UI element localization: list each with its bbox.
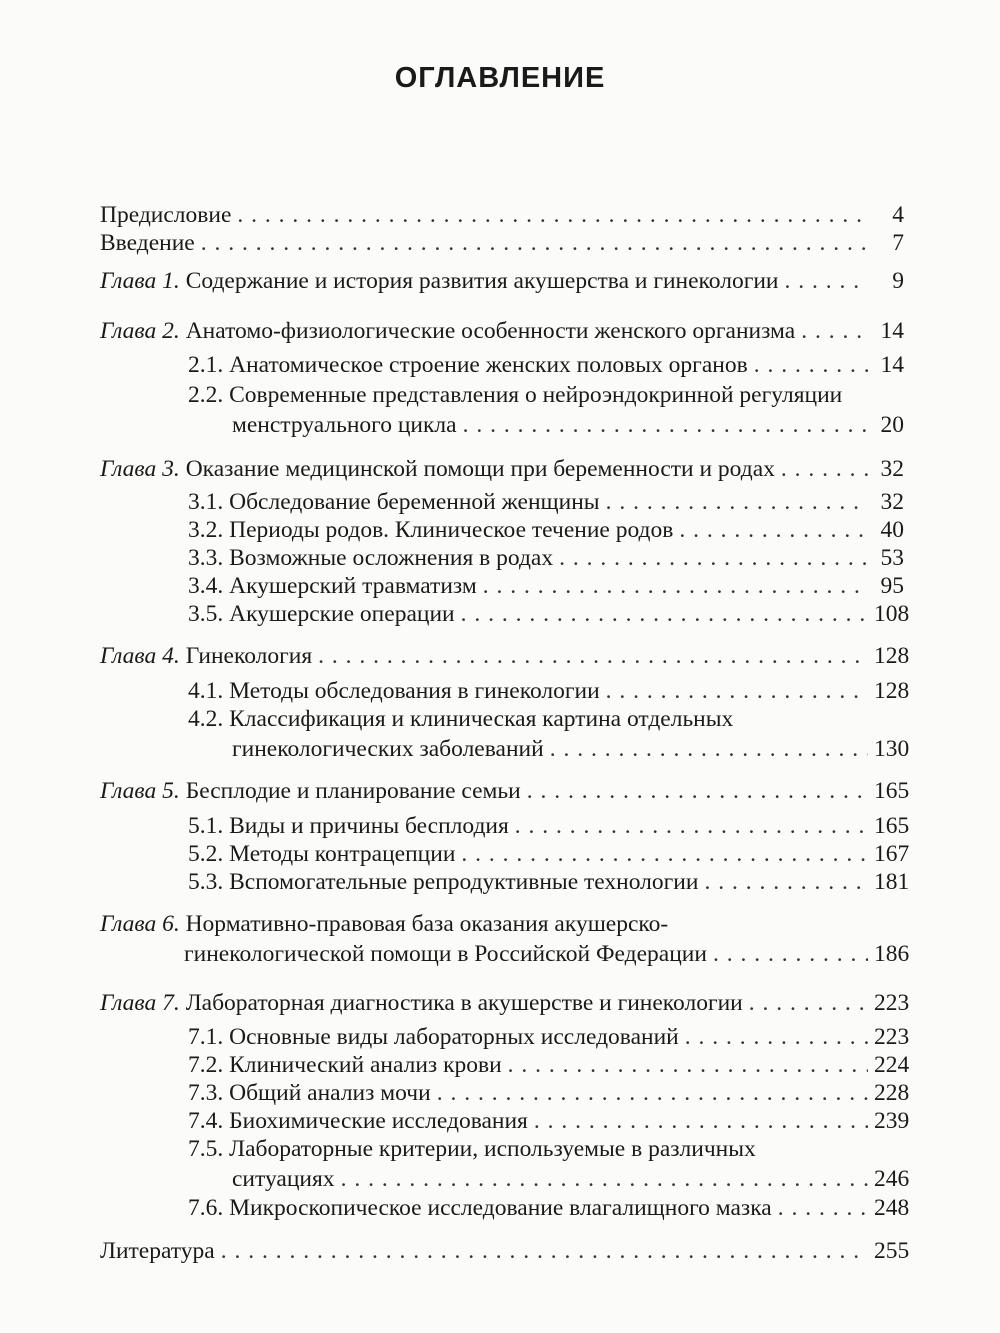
toc-section-entry [188,599,910,629]
toc-entry-page: 32 [880,456,904,482]
dot-leader [437,1078,868,1108]
toc-entry-label: 7.2. Клинический анализ крови [188,1052,502,1078]
chapter-number: Глава 2. [100,318,180,344]
dot-leader [754,350,868,380]
chapter-number: Глава 7. [100,990,180,1016]
toc-section-entry [188,1022,910,1052]
dot-leader [237,200,868,230]
dot-leader [778,1193,868,1223]
dot-leader [527,776,868,806]
toc-entry-page: 128 [874,643,910,669]
dot-leader [341,1164,868,1194]
toc-entry-page: 53 [880,545,904,571]
dot-leader [318,641,868,671]
dot-leader [461,599,868,629]
dot-leader [508,1050,868,1080]
toc-section-label: 2.2. Современные представления о нейроэндокринной регуляции [188,382,843,408]
dot-leader [801,316,868,346]
toc-entry-label: 3.3. Возможные осложнения в родах [188,545,554,571]
toc-entry-page: 32 [880,489,904,515]
dot-leader [704,867,868,897]
toc-entry-label-continued: менструального цикла [232,412,457,438]
toc-entry-page: 14 [880,352,904,378]
chapter-number: Глава 5. [100,778,180,804]
toc-entry-page: 108 [874,601,910,627]
toc-entry-label: Лабораторная диагностика в акушерстве и гинекологии [185,990,743,1016]
toc-entry-label: 4.1. Методы обследования в гинекологии [188,678,600,704]
toc-section-entry [232,410,904,440]
toc-section-entry [188,571,904,601]
toc-section-label: 7.5. Лабораторные критерии, используемые в различных [188,1136,756,1162]
toc-entry-label: 3.1. Обследование беременной женщины [188,489,600,515]
toc-chapter-entry [100,316,904,346]
toc-entry-label: Бесплодие и планирование семьи [185,778,521,804]
toc-chapter-entry [100,454,904,484]
chapter-number: Глава 3. [100,456,180,482]
chapter-number: Глава 6. [100,911,180,937]
toc-entry-page: 224 [874,1052,910,1078]
dot-leader [534,1106,868,1136]
toc-section-entry [188,1050,910,1080]
toc-entry-page: 128 [874,678,910,704]
toc-section-entry [188,811,910,841]
toc-entry-label: 7.3. Общий анализ мочи [188,1080,431,1106]
chapter-number: Глава 4. [100,643,180,669]
toc-entry-label: 3.2. Периоды родов. Клиническое течение родов [188,517,674,543]
toc-entry-page: 186 [874,941,910,967]
dot-leader [606,676,868,706]
toc-section-label: 4.2. Классификация и клиническая картина отдельных [188,706,734,732]
dot-leader [559,543,868,573]
toc-entry-label: Литература [100,1238,215,1264]
toc-entry-page: 246 [874,1166,910,1192]
toc-entry-page: 165 [874,813,910,839]
toc-chapter-entry [100,988,910,1018]
toc-entry-label: 5.1. Виды и причины бесплодия [188,813,509,839]
dot-leader [483,571,868,601]
toc-entry-page: 255 [874,1238,910,1264]
toc-entry-label: 3.5. Акушерские операции [188,601,455,627]
toc-entry-page: 9 [892,268,904,294]
chapter-number: Глава 1. [100,268,180,294]
toc-entry-page: 4 [892,202,904,228]
toc-section-entry [188,1078,910,1108]
toc-section-entry [232,1164,910,1194]
toc-section-entry [188,515,904,545]
dot-leader [550,734,868,764]
toc-entry-label: Гинекология [185,643,313,669]
toc-section-entry [188,543,904,573]
toc-entry-page: 95 [880,573,904,599]
toc-entry-page: 228 [874,1080,910,1106]
dot-leader [781,454,868,484]
toc-chapter-heading [100,909,904,939]
toc-section-entry [188,487,904,517]
toc-entry-page: 239 [874,1108,910,1134]
toc-entry-label: 5.2. Методы контрацепции [188,841,456,867]
toc-entry-label: Содержание и история развития акушерства и гинекологии [185,268,779,294]
toc-entry-label: Анатомо-физиологические особенности женского организма [185,318,796,344]
toc-entry [100,1236,910,1266]
toc-entry [100,200,904,230]
toc-section-entry [188,350,904,380]
toc-entry-label: 7.1. Основные виды лабораторных исследований [188,1024,679,1050]
toc-section-entry [188,1193,910,1223]
dot-leader [463,410,868,440]
toc-chapter-entry [100,641,910,671]
dot-leader [515,811,868,841]
dot-leader [685,1022,868,1052]
dot-leader [679,515,868,545]
toc-entry-label: Введение [100,230,195,256]
toc-entry-page: 7 [892,230,904,256]
toc-entry-label-continued: ситуациях [232,1166,335,1192]
dot-leader [713,939,868,969]
toc-entry-label: 7.6. Микроскопическое исследование влагалищного мазка [188,1195,772,1221]
dot-leader [749,988,868,1018]
toc-section-entry [232,734,910,764]
toc-entry-label: 2.1. Анатомическое строение женских половых органов [188,352,748,378]
toc-entry-label: Предисловие [100,202,232,228]
toc-chapter-entry [184,939,910,969]
toc-section-entry [188,867,910,897]
toc-entry-page: 181 [874,869,910,895]
toc-entry-label: Оказание медицинской помощи при беременности и родах [185,456,775,482]
toc-entry-page: 40 [880,517,904,543]
toc-entry-page: 248 [874,1195,910,1221]
toc-entry-label: 5.3. Вспомогательные репродуктивные технологии [188,869,699,895]
toc-entry-label-continued: гинекологической помощи в Российской Федерации [184,941,707,967]
dot-leader [201,228,868,258]
toc-entry-page: 130 [874,736,910,762]
toc-entry-label: 7.4. Биохимические исследования [188,1108,528,1134]
toc-section-entry [188,1106,910,1136]
dot-leader [221,1236,868,1266]
page-title: ОГЛАВЛЕНИЕ [394,62,606,94]
dot-leader [606,487,868,517]
toc-entry-page: 14 [880,318,904,344]
toc-entry-label-continued: гинекологических заболеваний [232,736,544,762]
dot-leader [461,839,868,869]
dot-leader [785,266,869,296]
toc-section-entry [188,676,910,706]
toc-chapter-entry [100,776,910,806]
toc-section-entry [188,839,910,869]
toc-entry-page: 165 [874,778,910,804]
toc-entry [100,228,904,258]
toc-entry-page: 167 [874,841,910,867]
toc-entry-label: Нормативно-правовая база оказания акушерско- [185,911,669,937]
toc-entry-label: 3.4. Акушерский травматизм [188,573,477,599]
toc-entry-page: 223 [874,1024,910,1050]
toc-chapter-entry [100,266,904,296]
toc-entry-page: 223 [874,990,910,1016]
toc-entry-page: 20 [880,412,904,438]
